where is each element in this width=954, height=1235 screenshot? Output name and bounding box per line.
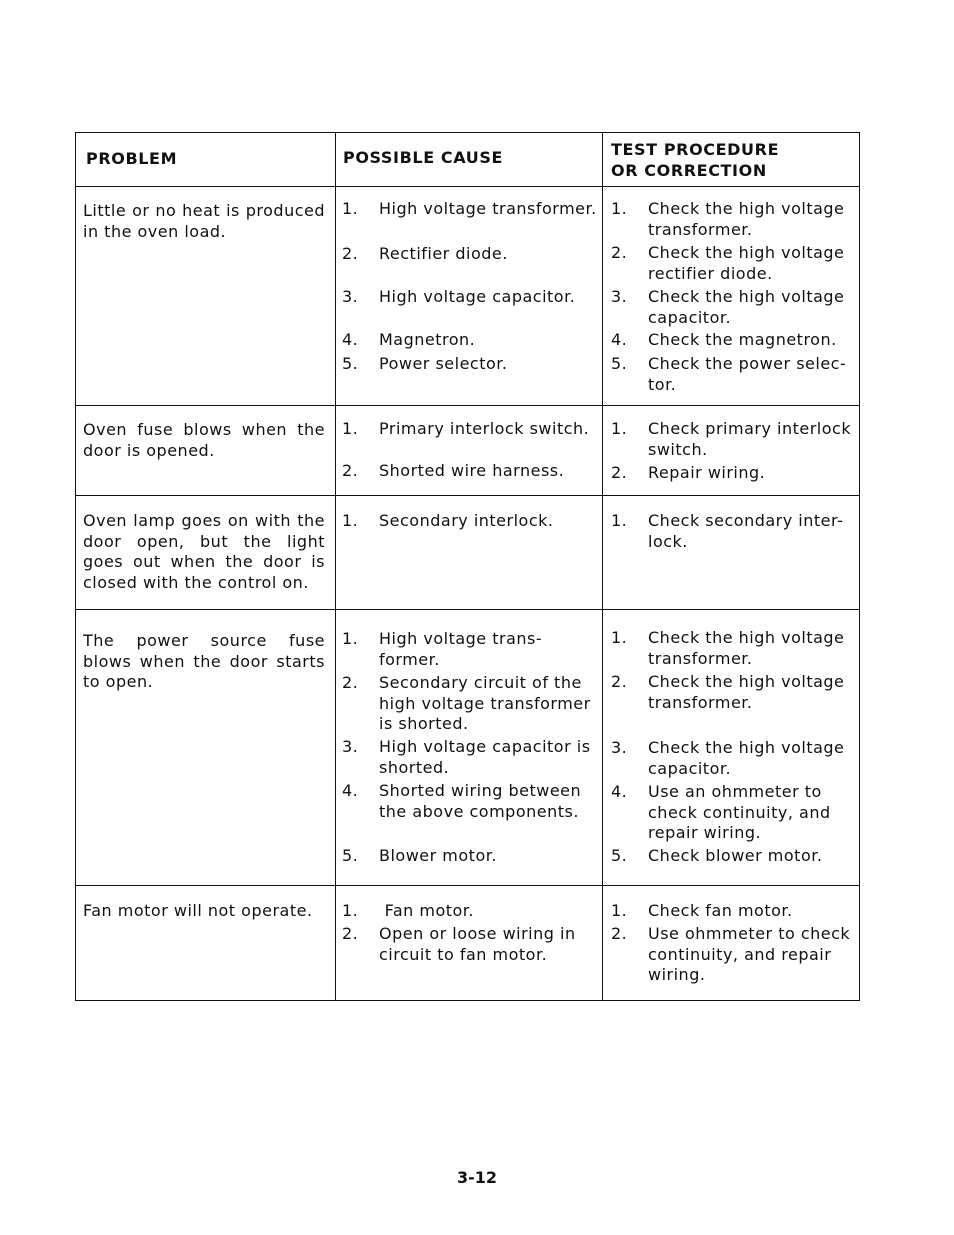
header-or-correction: OR CORRECTION <box>611 161 767 180</box>
row-divider <box>75 495 860 496</box>
row-divider <box>75 885 860 886</box>
table-border-bottom <box>75 1000 860 1001</box>
table-border-left <box>75 132 76 1001</box>
problem-text: The power source fuse blows when the door starts to open. <box>83 631 325 691</box>
problem-text: Fan motor will not operate. <box>83 901 313 920</box>
header-divider <box>75 186 860 187</box>
table-border-right <box>859 132 860 1001</box>
column-divider <box>602 132 603 1001</box>
header-test-procedure: TEST PROCEDURE <box>611 140 780 159</box>
row-divider <box>75 609 860 610</box>
row-divider <box>75 405 860 406</box>
problem-text: Oven lamp goes on with the door open, but the light goes out when the door is closed with the control on. <box>83 511 325 592</box>
page-number: 3-12 <box>456 1168 498 1187</box>
troubleshooting-table: PROBLEM POSSIBLE CAUSE TEST PROCEDURE OR CORRECTION Little or no heat is produced in the oven load. 1. High voltage transformer. 2. Rectifier diode. 3. High voltage capacitor. 4. Magnetron. 5. Power selector. 1. Check the high voltage transformer. 2. Check the high voltage rectifier diode. 3. Check the high voltage capacitor. 4. Check the magnetron. 5. Check the power selec- tor. Oven fuse blows when the door is opened. 1. Primary interlock switch. 2. Shorted wire harness. 1. Check primary interlock switch. 2. Repair wiring. Oven lamp goes on with the door open, but the light goes out when the door is closed with the control on. 1. Secondary interlock. 1. Check secondary inter- lock. The power source fuse blows when the door starts to open. 1. High voltage trans- former. 2. Secondary circuit of the high voltage transformer is shorted. 3. High voltage capacitor is shorted. 4. Shorted wiring between the above components. 5. Blower motor. 1. Check the high voltage transformer. 2. Check the high voltage transformer. 3. Check the high voltage capacitor. 4. Use an ohmmeter to check continuity, and repair wiring. 5. Check blower motor. Fan motor will not operate. 1. Fan motor. 2. Open or loose wiring in circuit to fan motor. 1. Check fan motor. 2. Use ohmmeter to check continuity, and repair wiring. <box>75 132 860 1001</box>
problem-text: Little or no heat is produced in the oven load. <box>83 201 325 241</box>
column-divider <box>335 132 336 1001</box>
table-border-top <box>75 132 860 133</box>
header-possible-cause: POSSIBLE CAUSE <box>343 148 503 167</box>
header-problem: PROBLEM <box>86 149 178 168</box>
problem-text: Oven fuse blows when the door is opened. <box>83 420 325 460</box>
